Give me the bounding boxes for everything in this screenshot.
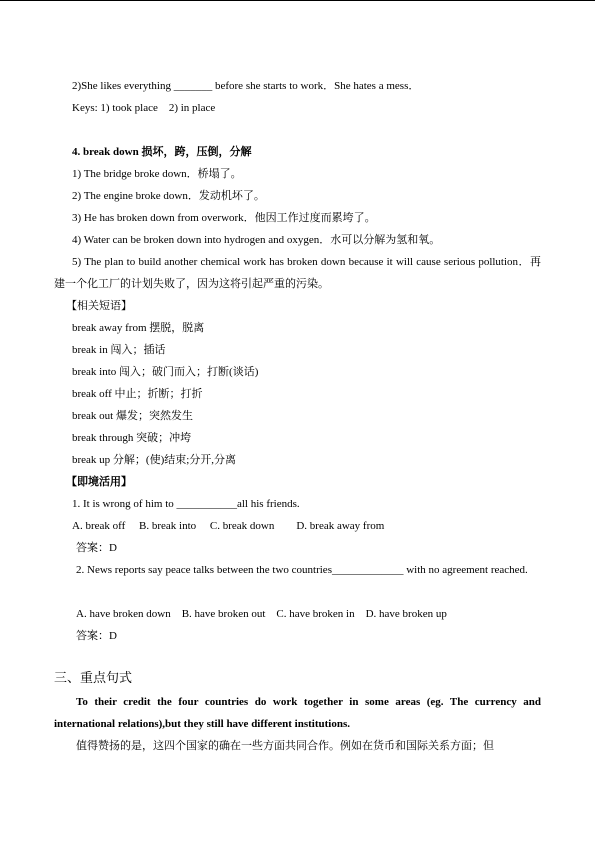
keys-line: Keys: 1) took place 2) in place — [72, 102, 216, 114]
question-1: 1. It is wrong of him to ___________all his friends. — [72, 498, 300, 510]
question-1-options: A. break off B. break into C. break down D. break away from — [72, 520, 385, 532]
question-1-answer: 答案：D — [76, 542, 117, 554]
phrase-item: break away from 摆脱，脱离 — [72, 322, 205, 334]
example-3: 3) He has broken down from overwork．他因工作过度而累垮了。 — [72, 212, 376, 224]
section-title: 4. break down 损坏，跨，压倒，分解 — [72, 146, 252, 158]
example-2: 2) The engine broke down．发动机坏了。 — [72, 190, 265, 202]
phrase-item: break through 突破；冲垮 — [72, 432, 192, 444]
key-sentence: To their credit the four countries do work together in some areas (eg. The currency and international relations),but they still have different institutions. — [54, 696, 541, 730]
header-rule — [0, 0, 595, 1]
example-1: 1) The bridge broke down．桥塌了。 — [72, 168, 242, 180]
example-5: 5) The plan to build another chemical work has broken down because it will cause serious pollution．再建一个化工厂的计划失败了，因为这将引起严重的污染。 — [54, 256, 541, 290]
phrase-item: break up 分解；(使)结束;分开,分离 — [72, 454, 237, 466]
practice-heading: 【即境活用】 — [66, 476, 132, 488]
phrase-item: break off 中止；折断；打折 — [72, 388, 203, 400]
related-phrases-heading: 【相关短语】 — [66, 300, 132, 312]
key-sentences-heading: 三、重点句式 — [54, 670, 133, 685]
example-4: 4) Water can be broken down into hydrogen and oxygen．水可以分解为氢和氧。 — [72, 234, 441, 246]
phrase-item: break into 闯入；破门而入；打断(谈话) — [72, 366, 259, 378]
question-2-answer: 答案：D — [76, 630, 117, 642]
exercise-line: 2)She likes everything _______ before she starts to work．She hates a mess． — [72, 80, 420, 92]
key-sentence-translation: 值得赞扬的是，这四个国家的确在一些方面共同合作。例如在货币和国际关系方面；但 — [76, 740, 494, 752]
question-2-options: A. have broken down B. have broken out C. have broken in D. have broken up — [76, 608, 447, 620]
phrase-item: break in 闯入；插话 — [72, 344, 166, 356]
question-2: 2. News reports say peace talks between the two countries_____________ with no agreement reached. — [76, 564, 528, 576]
phrase-item: break out 爆发；突然发生 — [72, 410, 193, 422]
